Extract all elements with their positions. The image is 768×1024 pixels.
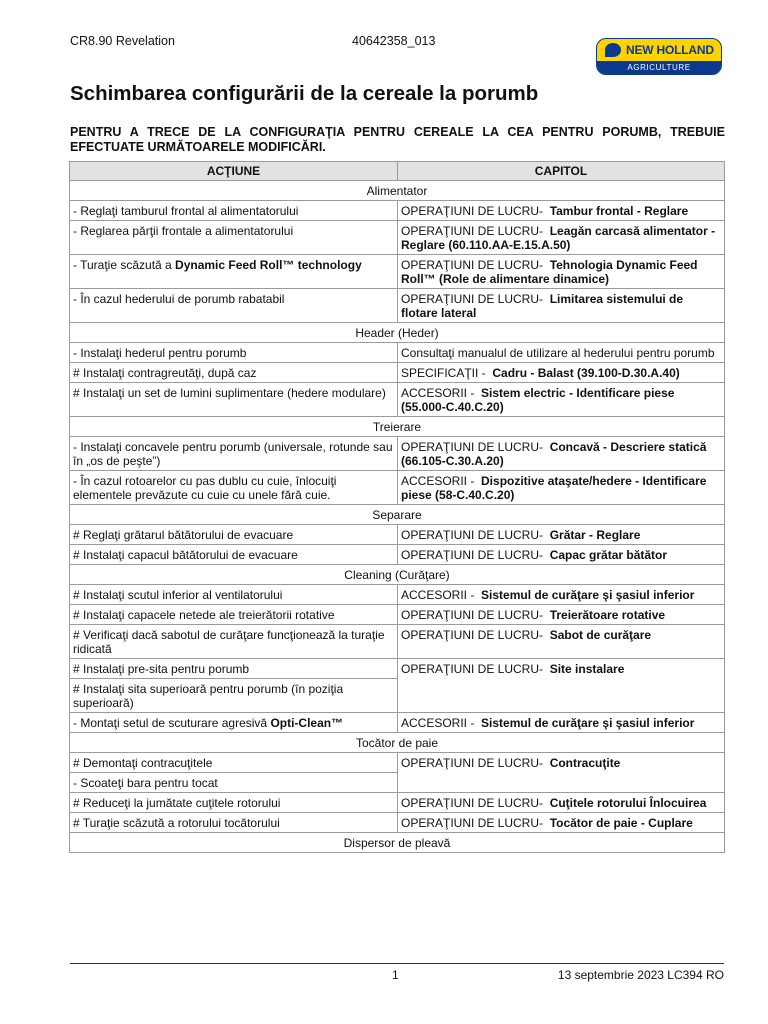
chapter-cell	[398, 793, 725, 813]
section-header: Header (Heder)	[70, 323, 725, 343]
action-cell: # Turaţie scăzută a rotorului tocătorului	[70, 813, 398, 833]
chapter-link[interactable]: Concavă - Descriere statică (66.105-C.30.A.20)	[401, 440, 707, 468]
chapter-cell	[398, 713, 725, 733]
table-row	[70, 605, 725, 625]
action-cell: # Instalaţi capacul bătătorului de evacuare	[70, 545, 398, 565]
section-row	[70, 733, 725, 753]
chapter-prefix: ACCESORII -	[401, 474, 475, 488]
table-row	[70, 585, 725, 605]
chapter-prefix: OPERAŢIUNI DE LUCRU-	[401, 204, 544, 218]
table-row	[70, 437, 725, 471]
table-row	[70, 201, 725, 221]
chapter-prefix: OPERAŢIUNI DE LUCRU-	[401, 796, 544, 810]
intro-text: PENTRU A TRECE DE LA CONFIGURAŢIA PENTRU CEREALE LA CEA PENTRU PORUMB, TREBUIE EFECTUATE URMĂTOARELE MODIFICĂRI.	[70, 125, 725, 154]
action-product-name: Dynamic Feed Roll™ technology	[175, 258, 362, 272]
chapter-cell	[398, 363, 725, 383]
table-row	[70, 255, 725, 289]
chapter-prefix: OPERAŢIUNI DE LUCRU-	[401, 756, 544, 770]
chapter-link[interactable]: Site instalare	[549, 662, 625, 676]
action-cell: - Reglarea părţii frontale a alimentatorului	[70, 221, 398, 255]
action-cell	[70, 713, 398, 733]
table-row	[70, 383, 725, 417]
chapter-cell	[398, 201, 725, 221]
chapter-prefix: SPECIFICAŢII -	[401, 366, 486, 380]
table-row	[70, 363, 725, 383]
chapter-link[interactable]: Treierătoare rotative	[549, 608, 666, 622]
chapter-cell	[398, 545, 725, 565]
section-row	[70, 565, 725, 585]
chapter-prefix: OPERAŢIUNI DE LUCRU-	[401, 528, 544, 542]
chapter-cell	[398, 605, 725, 625]
action-cell: # Instalaţi pre-sita pentru porumb	[70, 659, 398, 679]
table-row	[70, 525, 725, 545]
table-row	[70, 625, 725, 659]
chapter-prefix: OPERAŢIUNI DE LUCRU-	[401, 816, 544, 830]
section-alimentator: Alimentator	[70, 181, 725, 201]
chapter-link[interactable]: Sistemul de curăţare şi şasiul inferior	[481, 588, 695, 602]
action-product-name: Opti-Clean™	[270, 716, 344, 730]
page-number: 1	[392, 968, 399, 982]
chapter-link[interactable]: Grătar - Reglare	[549, 528, 641, 542]
chapter-cell	[398, 813, 725, 833]
chapter-prefix: ACCESORII -	[401, 588, 475, 602]
table-row	[70, 813, 725, 833]
chapter-cell	[398, 659, 725, 713]
table-row	[70, 659, 725, 679]
action-cell: - În cazul hederului de porumb rabatabil	[70, 289, 398, 323]
table-row	[70, 221, 725, 255]
chapter-link[interactable]: Sistem electric - Identificare piese (55.000-C.40.C.20)	[401, 386, 675, 414]
section-row	[70, 417, 725, 437]
action-cell: # Instalaţi un set de lumini suplimentare (hedere modulare)	[70, 383, 398, 417]
action-cell: - Instalaţi hederul pentru porumb	[70, 343, 398, 363]
table-row	[70, 471, 725, 505]
document-id: 40642358_013	[352, 34, 436, 48]
chapter-link[interactable]: Leagăn carcasă alimentator - Reglare (60.110.AA-E.15.A.50)	[401, 224, 716, 252]
chapter-cell	[398, 585, 725, 605]
chapter-link[interactable]: Cadru - Balast (39.100-D.30.A.40)	[492, 366, 680, 380]
column-header-action: ACŢIUNE	[70, 162, 398, 181]
chapter-link[interactable]: Sistemul de curăţare şi şasiul inferior	[481, 716, 695, 730]
action-cell: # Instalaţi scutul inferior al ventilatorului	[70, 585, 398, 605]
brand-logo	[596, 38, 722, 75]
section-row	[70, 505, 725, 525]
chapter-prefix: ACCESORII -	[401, 716, 475, 730]
chapter-cell	[398, 437, 725, 471]
chapter-cell: Consultaţi manualul de utilizare al hederului pentru porumb	[398, 343, 725, 363]
table-row	[70, 793, 725, 813]
action-cell: # Verificaţi dacă sabotul de curăţare funcţionează la turaţie ridicată	[70, 625, 398, 659]
table-row	[70, 753, 725, 773]
logo-sub-text: AGRICULTURE	[597, 61, 721, 74]
column-header-chapter: CAPITOL	[398, 162, 725, 181]
table-row	[70, 289, 725, 323]
chapter-prefix: OPERAŢIUNI DE LUCRU-	[401, 440, 544, 454]
chapter-prefix: OPERAŢIUNI DE LUCRU-	[401, 662, 544, 676]
action-cell: - Scoateţi bara pentru tocat	[70, 773, 398, 793]
action-cell: - În cazul rotoarelor cu pas dublu cu cuie, înlocuiţi elementele prevăzute cu cuie cu unele fără cuie.	[70, 471, 398, 505]
table-header-row	[70, 162, 725, 181]
chapter-link[interactable]: Sabot de curăţare	[549, 628, 652, 642]
table-row	[70, 343, 725, 363]
action-cell: # Reduceţi la jumătate cuţitele rotorului	[70, 793, 398, 813]
chapter-prefix: OPERAŢIUNI DE LUCRU-	[401, 548, 544, 562]
table-row	[70, 545, 725, 565]
chapter-prefix: OPERAŢIUNI DE LUCRU-	[401, 608, 544, 622]
chapter-prefix: OPERAŢIUNI DE LUCRU-	[401, 628, 544, 642]
chapter-cell	[398, 383, 725, 417]
action-cell: - Reglaţi tamburul frontal al alimentatorului	[70, 201, 398, 221]
chapter-cell	[398, 471, 725, 505]
section-row	[70, 181, 725, 201]
action-cell: # Reglaţi grătarul bătătorului de evacuare	[70, 525, 398, 545]
chapter-link[interactable]: Capac grătar bătător	[549, 548, 668, 562]
action-text: - Montaţi setul de scuturare agresivă	[73, 716, 271, 730]
action-text: - Turaţie scăzută a	[73, 258, 176, 272]
section-separare: Separare	[70, 505, 725, 525]
section-dispersor: Dispersor de pleavă	[70, 833, 725, 853]
table-row	[70, 713, 725, 733]
chapter-link[interactable]: Limitarea sistemului de flotare lateral	[401, 292, 684, 320]
chapter-link[interactable]: Contracuţite	[549, 756, 621, 770]
chapter-cell	[398, 753, 725, 793]
page-title: Schimbarea configurării de la cereale la porumb	[70, 82, 539, 105]
chapter-link[interactable]: Dispozitive ataşate/hedere - Identificare piese (58-C.40.C.20)	[401, 474, 707, 502]
configuration-table	[69, 161, 725, 853]
section-row	[70, 323, 725, 343]
chapter-link[interactable]: Tocător de paie - Cuplare	[549, 816, 693, 830]
chapter-cell	[398, 221, 725, 255]
section-tocator: Tocător de paie	[70, 733, 725, 753]
chapter-prefix: ACCESORII -	[401, 386, 475, 400]
leaf-icon	[605, 43, 621, 57]
footer-divider	[70, 963, 724, 964]
section-row	[70, 833, 725, 853]
logo-brand-text: NEW HOLLAND	[626, 43, 714, 57]
chapter-link[interactable]: Tehnologia Dynamic Feed Roll™ (Role de alimentare dinamice)	[401, 258, 698, 286]
action-cell: # Instalaţi contragreutăţi, după caz	[70, 363, 398, 383]
chapter-prefix: OPERAŢIUNI DE LUCRU-	[401, 224, 544, 238]
action-cell: # Instalaţi capacele netede ale treierătorii rotative	[70, 605, 398, 625]
document-model: CR8.90 Revelation	[70, 34, 175, 48]
action-cell: # Demontaţi contracuţitele	[70, 753, 398, 773]
chapter-link[interactable]: Cuţitele rotorului Înlocuirea	[549, 796, 707, 810]
chapter-link[interactable]: Tambur frontal - Reglare	[549, 204, 689, 218]
section-cleaning: Cleaning (Curăţare)	[70, 565, 725, 585]
footer-date-ref: 13 septembrie 2023 LC394 RO	[557, 968, 724, 982]
action-cell: # Instalaţi sita superioară pentru porumb (în poziţia superioară)	[70, 679, 398, 713]
chapter-prefix: OPERAŢIUNI DE LUCRU-	[401, 292, 544, 306]
chapter-cell	[398, 255, 725, 289]
action-cell: - Instalaţi concavele pentru porumb (universale, rotunde sau în „os de peşte”)	[70, 437, 398, 471]
section-treierare: Treierare	[70, 417, 725, 437]
chapter-cell	[398, 289, 725, 323]
action-cell	[70, 255, 398, 289]
chapter-cell	[398, 625, 725, 659]
chapter-cell	[398, 525, 725, 545]
chapter-prefix: OPERAŢIUNI DE LUCRU-	[401, 258, 544, 272]
